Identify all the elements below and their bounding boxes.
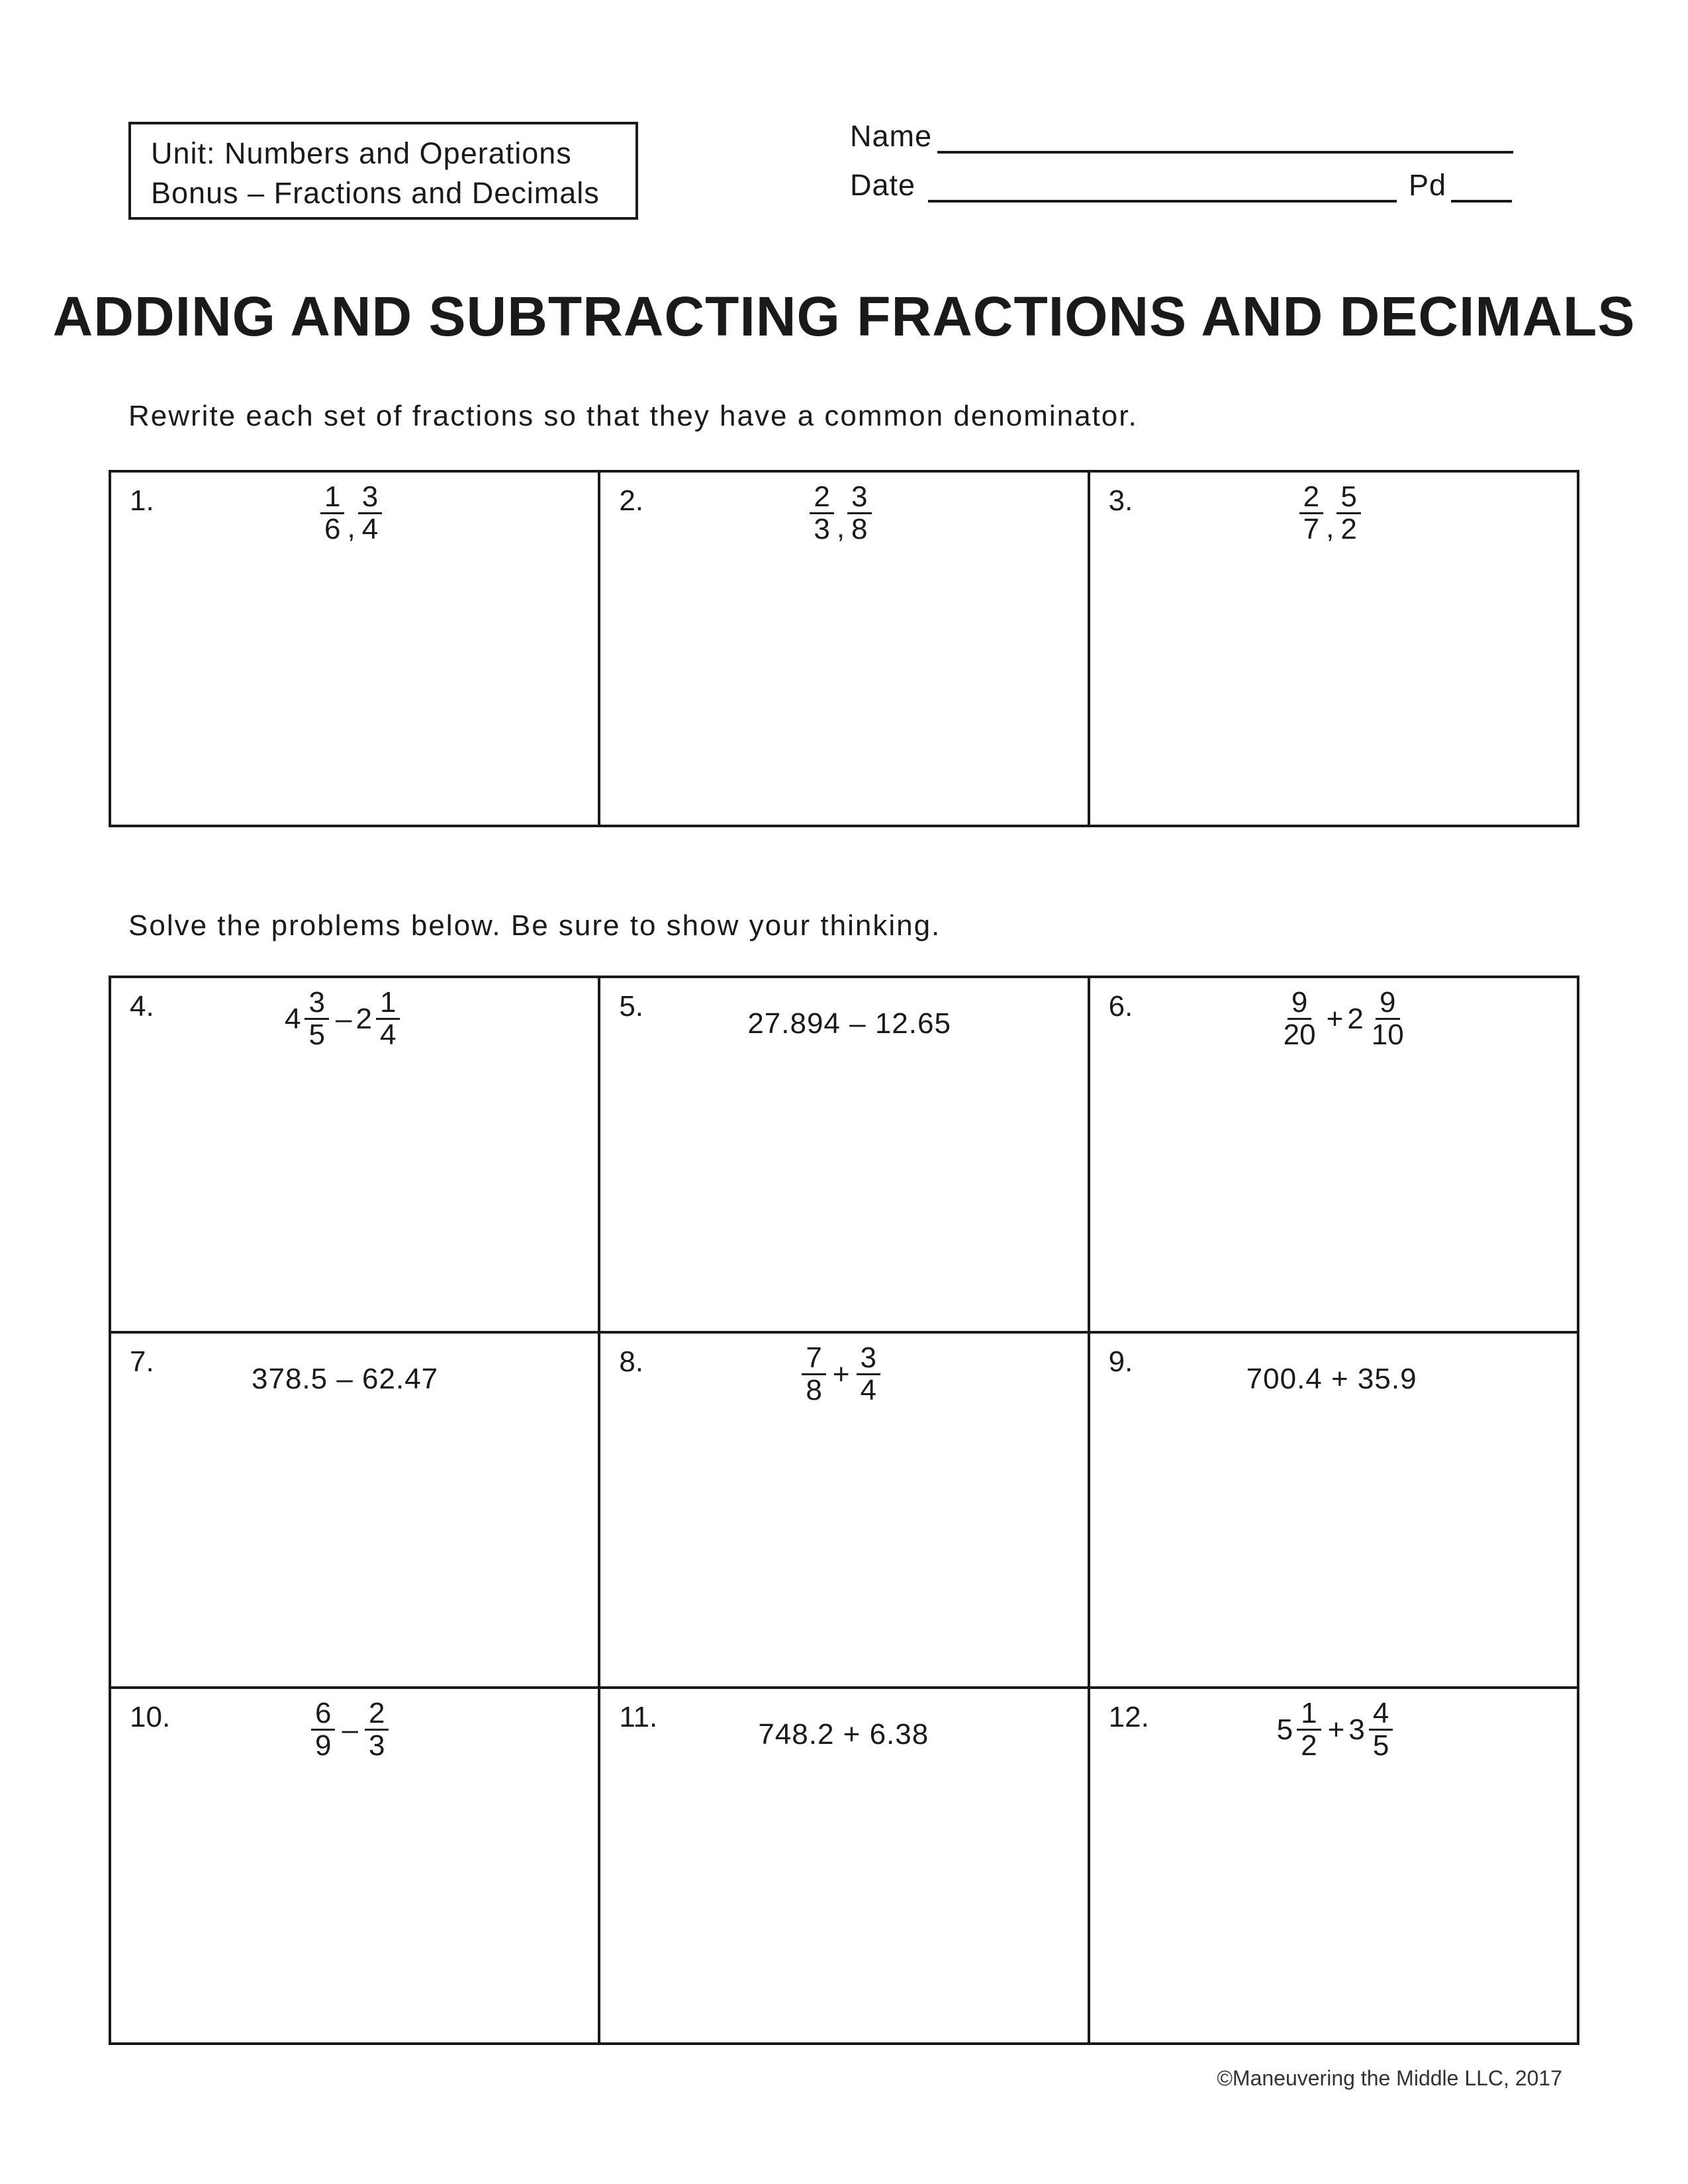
problem-4-cell[interactable] — [110, 977, 599, 1332]
problem-6-cell[interactable] — [1089, 977, 1578, 1332]
problem-10-expression: $\frac{6}{9}$ – $\frac{2}{3}$ — [308, 1698, 391, 1761]
common-denominator-table — [109, 470, 1579, 827]
fraction: $\frac{3}{4}$ — [857, 1343, 880, 1406]
problems-table — [109, 976, 1579, 2045]
problem-5-expression: 27.894 – 12.65 — [747, 1007, 951, 1040]
fraction: $\frac{2}{3}$ — [365, 1698, 389, 1761]
fraction: $\frac{6}{9}$ — [311, 1698, 335, 1761]
name-line[interactable] — [937, 151, 1513, 154]
problem-10-cell[interactable] — [110, 1688, 599, 2044]
pd-line[interactable] — [1451, 200, 1512, 203]
fraction: $\frac{3}{8}$ — [847, 482, 871, 545]
fraction: $\frac{7}{8}$ — [802, 1343, 825, 1406]
fraction: $\frac{3}{5}$ — [305, 987, 328, 1050]
problem-number: 1. — [130, 484, 154, 517]
problem-9-expression: 700.4 + 35.9 — [1246, 1363, 1417, 1395]
problem-8-expression: $\frac{7}{8}$ + $\frac{3}{4}$ — [799, 1343, 883, 1406]
date-line[interactable] — [928, 200, 1397, 203]
problem-4-expression: 4 $\frac{3}{5}$ – 2 $\frac{1}{4}$ — [285, 987, 402, 1050]
fraction: $\frac{3}{4}$ — [358, 482, 382, 545]
problem-1-expression: $\frac{1}{6}$ , $\frac{3}{4}$ — [318, 482, 385, 545]
problem-5-cell[interactable] — [599, 977, 1088, 1332]
problem-6-expression: $\frac{9}{20}$ + 2 $\frac{9}{10}$ — [1277, 987, 1411, 1050]
copyright-notice: ©Maneuvering the Middle LLC, 2017 — [1217, 2066, 1562, 2090]
problem-3-cell[interactable] — [1089, 471, 1578, 826]
page-title: ADDING AND SUBTRACTING FRACTIONS AND DECIMALS — [52, 285, 1636, 347]
problem-number: 8. — [619, 1345, 644, 1378]
fraction: $\frac{5}{2}$ — [1336, 482, 1360, 545]
fraction: $\frac{1}{4}$ — [376, 987, 400, 1050]
unit-box — [128, 122, 638, 220]
problem-8-cell[interactable] — [599, 1332, 1088, 1688]
name-label: Name — [850, 119, 933, 153]
problem-9-cell[interactable] — [1089, 1332, 1578, 1688]
pd-label: Pd — [1409, 168, 1447, 202]
problem-number: 9. — [1108, 1345, 1133, 1378]
fraction: $\frac{2}{7}$ — [1299, 482, 1323, 545]
problem-number: 4. — [130, 990, 154, 1023]
section1-instruction: Rewrite each set of fractions so that they have a common denominator. — [128, 400, 1138, 432]
date-field — [850, 168, 1447, 203]
problem-number: 6. — [1108, 990, 1133, 1023]
problem-1-cell[interactable] — [110, 471, 599, 826]
problem-3-expression: $\frac{2}{7}$ , $\frac{5}{2}$ — [1297, 482, 1364, 545]
fraction: $\frac{4}{5}$ — [1369, 1698, 1393, 1761]
problem-number: 11. — [619, 1701, 658, 1733]
problem-12-cell[interactable] — [1089, 1688, 1578, 2044]
problem-11-expression: 748.2 + 6.38 — [758, 1718, 929, 1751]
problem-2-expression: $\frac{2}{3}$ , $\frac{3}{8}$ — [807, 482, 874, 545]
problem-number: 3. — [1108, 484, 1133, 517]
unit-line: Unit: Numbers and Operations — [151, 136, 572, 170]
problem-7-expression: 378.5 – 62.47 — [252, 1363, 439, 1395]
problem-7-cell[interactable] — [110, 1332, 599, 1688]
problem-number: 10. — [130, 1701, 171, 1733]
fraction: $\frac{2}{3}$ — [810, 482, 833, 545]
fraction: $\frac{1}{2}$ — [1297, 1698, 1321, 1761]
problem-12-expression: 5 $\frac{1}{2}$ + 3 $\frac{4}{5}$ — [1277, 1698, 1396, 1761]
bonus-line: Bonus – Fractions and Decimals — [151, 176, 600, 210]
problem-number: 5. — [619, 990, 644, 1023]
problem-11-cell[interactable] — [599, 1688, 1088, 2044]
section2-instruction: Solve the problems below. Be sure to show your thinking. — [128, 909, 941, 942]
problem-number: 12. — [1108, 1701, 1149, 1733]
problem-number: 7. — [130, 1345, 154, 1378]
problem-2-cell[interactable] — [599, 471, 1088, 826]
name-field — [850, 119, 932, 154]
fraction: $\frac{9}{10}$ — [1371, 986, 1404, 1052]
fraction: $\frac{1}{6}$ — [320, 482, 344, 545]
date-label: Date — [850, 168, 916, 202]
problem-number: 2. — [619, 484, 644, 517]
fraction: $\frac{9}{20}$ — [1283, 986, 1316, 1052]
